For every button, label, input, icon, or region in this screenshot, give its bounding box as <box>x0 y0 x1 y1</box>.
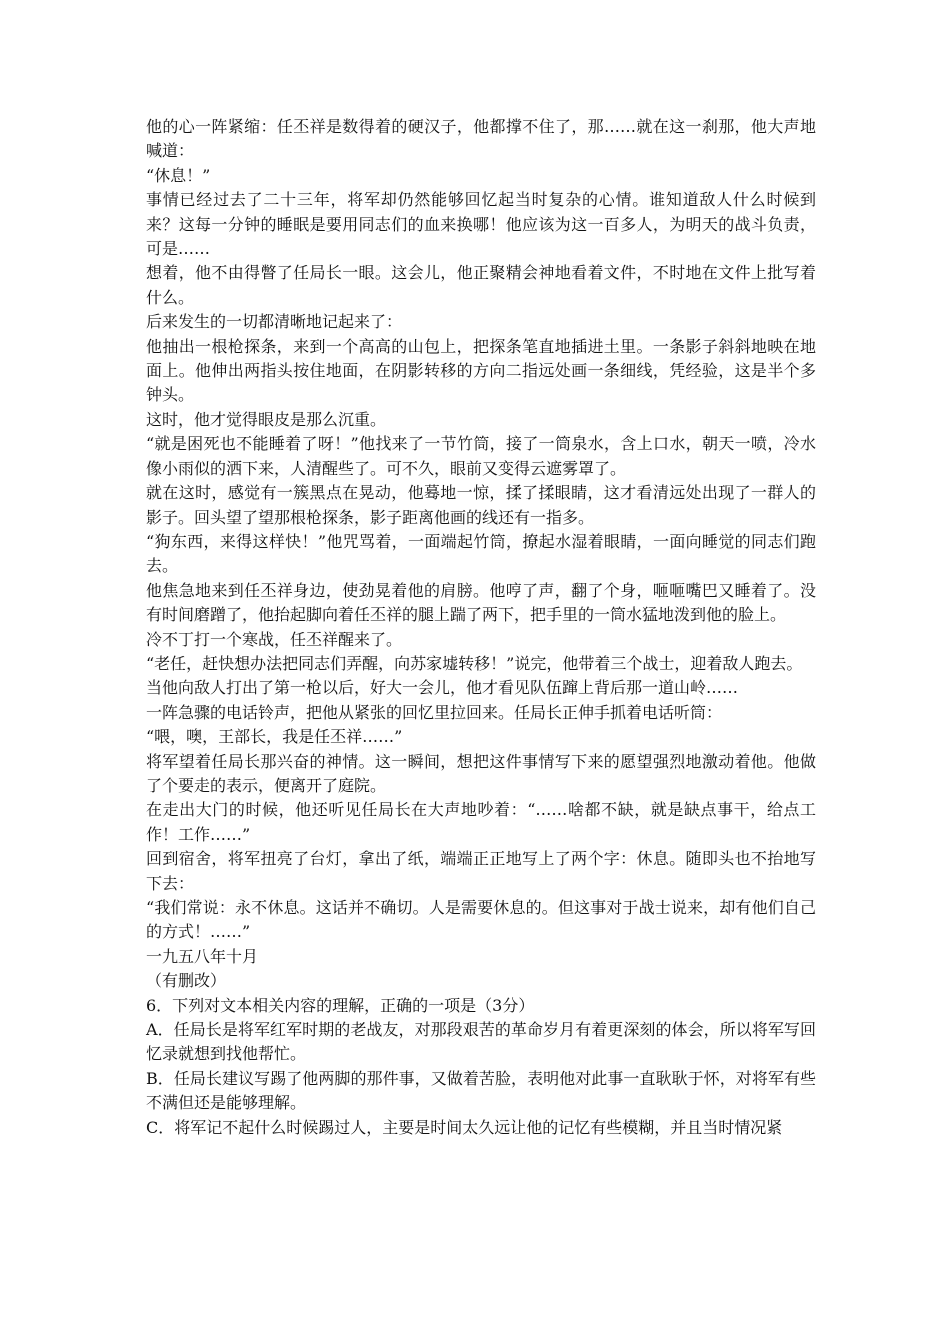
paragraph: 想着，他不由得瞥了任局长一眼。这会儿，他正聚精会神地看着文件，不时地在文件上批写着什么。 <box>146 263 816 307</box>
date-line: 一九五八年十月 <box>146 946 259 966</box>
paragraph: 他的心一阵紧缩：任丕祥是数得着的硬汉子，他都撑不住了，那……就在这一刹那，他大声地喊道： <box>146 117 816 161</box>
paragraph: 后来发生的一切都清晰地记起来了： <box>146 312 403 332</box>
paragraph: 他焦急地来到任丕祥身边，使劲晃着他的肩膀。他哼了声，翻了个身，咂咂嘴巴又睡着了。没有时间磨蹭了，他抬起脚向着任丕祥的腿上踹了两下，把手里的一筒水猛地泼到他的脸上。 <box>146 580 816 625</box>
paragraph: “喂，噢，王部长，我是任丕祥……” <box>146 727 403 747</box>
paragraph: 回到宿舍，将军扭亮了台灯，拿出了纸，端端正正地写上了两个字：休息。随即头也不抬地写下去： <box>146 849 816 893</box>
paragraph: 事情已经过去了二十三年，将军却仍然能够回忆起当时复杂的心情。谁知道敌人什么时候到来？这每一分钟的睡眠是要用同志们的血来换哪！他应该为这一百多人，为明天的战斗负责，可是…… <box>146 190 816 259</box>
paragraph: “狗东西，来得这样快！”他咒骂着，一面端起竹筒，撩起水湿着眼睛，一面向睡觉的同志们跑去。 <box>146 531 816 576</box>
paragraph: 这时，他才觉得眼皮是那么沉重。 <box>146 409 387 429</box>
option-c: C．将军记不起什么时候踢过人，主要是时间太久远让他的记忆有些模糊，并且当时情况紧 <box>146 1117 783 1137</box>
document-body <box>146 115 816 1140</box>
option-b: B．任局长建议写踢了他两脚的那件事，又做着苦脸，表明他对此事一直耿耿于怀，对将军有些不满但还是能够理解。 <box>146 1068 816 1113</box>
paragraph: 冷不丁打一个寒战，任丕祥醒来了。 <box>146 629 403 649</box>
paragraph: 将军望着任局长那兴奋的神情。这一瞬间，想把这件事情写下来的愿望强烈地激动着他。他做了个要走的表示，便离开了庭院。 <box>146 751 816 795</box>
paragraph: “我们常说：永不休息。这话并不确切。人是需要休息的。但这事对于战士说来，却有他们自己的方式！……” <box>146 898 816 942</box>
edit-note: （有删改） <box>146 971 227 991</box>
paragraph: 他抽出一根枪探条，来到一个高高的山包上，把探条笔直地插进土里。一条影子斜斜地映在地面上。他伸出两指头按住地面，在阴影转移的方向二指远处画一条细线，凭经验，这是半个多钟头。 <box>146 336 816 405</box>
question-stem: 6．下列对文本相关内容的理解，正确的一项是（3分） <box>146 995 535 1015</box>
paragraph: 在走出大门的时候，他还听见任局长在大声地吵着：“……啥都不缺，就是缺点事干，给点工作！工作……” <box>146 800 816 844</box>
paragraph: 当他向敌人打出了第一枪以后，好大一会儿，他才看见队伍蹿上背后那一道山岭…… <box>146 678 739 698</box>
paragraph: “老任，赶快想办法把同志们弄醒，向苏家墟转移！”说完，他带着三个战士，迎着敌人跑去。 <box>146 653 803 673</box>
paragraph: 就在这时，感觉有一簇黑点在晃动，他蓦地一惊，揉了揉眼睛，这才看清远处出现了一群人的影子。回头望了望那根枪探条，影子距离他画的线还有一指多。 <box>146 483 816 527</box>
paragraph: 一阵急骤的电话铃声，把他从紧张的回忆里拉回来。任局长正伸手抓着电话听筒： <box>146 702 723 722</box>
paragraph: “就是困死也不能睡着了呀！”他找来了一节竹筒，接了一筒泉水，含上口水，朝天一喷，冷水像小雨似的洒下来，人清醒些了。可不久，眼前又变得云遮雾罩了。 <box>146 434 816 478</box>
paragraph: “休息！” <box>146 165 211 185</box>
option-a: A．任局长是将军红军时期的老战友，对那段艰苦的革命岁月有着更深刻的体会，所以将军写回忆录就想到找他帮忙。 <box>146 1020 816 1064</box>
